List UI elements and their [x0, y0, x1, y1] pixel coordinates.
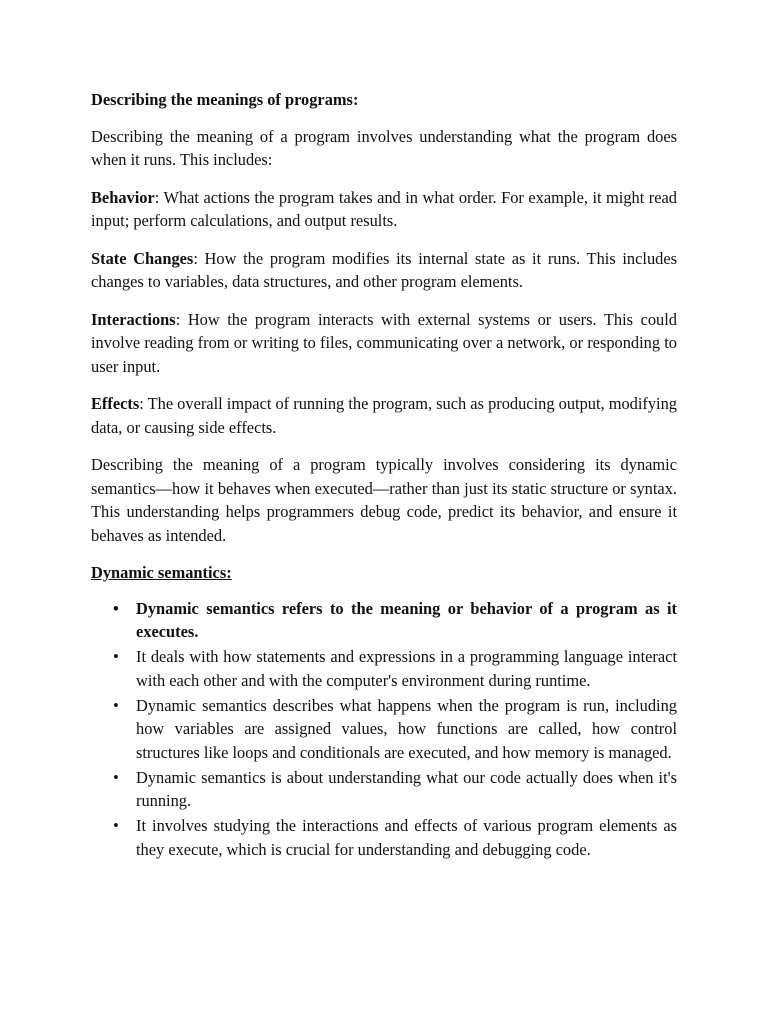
list-item	[91, 814, 677, 861]
intro-paragraph: Describing the meaning of a program involves understanding what the program does when it runs. This includes:	[91, 126, 677, 169]
document-heading: Describing the meanings of programs:	[91, 90, 359, 109]
bullet-icon: •	[113, 767, 119, 787]
item-interactions	[91, 308, 677, 379]
bullet-icon: •	[113, 695, 119, 715]
bullet-icon: •	[113, 647, 119, 666]
list-item	[91, 645, 677, 692]
item-effects	[91, 392, 677, 439]
list-item	[91, 694, 677, 765]
item-text: : What actions the program takes and in what order. For example, it might read input; perform calculations, and output results.	[91, 187, 677, 230]
item-text: : How the program interacts with external systems or users. This could involve reading from or writing to files, communicating over a network, or responding to user input.	[91, 309, 677, 376]
list-item	[91, 766, 677, 813]
item-text: : How the program modifies its internal state as it runs. This includes changes to variables, data structures, and other program elements.	[91, 248, 678, 291]
item-state-changes	[91, 247, 677, 294]
section-heading-dynamic-semantics: Dynamic semantics:	[91, 563, 232, 582]
list-item-text: Dynamic semantics describes what happens when the program is run, including how variables are assigned values, how functions are called, how control structures like loops and conditionals are executed, and how memory is managed.	[136, 695, 677, 762]
item-term: Behavior	[91, 187, 155, 207]
list-item-text: It deals with how statements and expressions in a programming language interact with each other and with the computer's environment during runtime.	[136, 647, 677, 690]
bullet-icon: •	[113, 816, 119, 835]
bullet-icon: •	[113, 598, 119, 618]
list-item-text: Dynamic semantics refers to the meaning or behavior of a program as it executes.	[136, 598, 677, 641]
item-term: State Changes	[91, 248, 194, 268]
item-text: : The overall impact of running the program, such as producing output, modifying data, or causing side effects.	[91, 394, 677, 437]
dynamic-semantics-list	[91, 597, 677, 862]
item-behavior	[91, 186, 677, 233]
summary-paragraph: Describing the meaning of a program typically involves considering its dynamic semantics—how it behaves when executed—rather than just its static structure or syntax. This understanding helps programmers debug code, predict its behavior, and ensure it behaves as intended.	[91, 455, 677, 545]
document-page	[91, 88, 677, 863]
list-item-text: Dynamic semantics is about understanding what our code actually does when it's running.	[136, 767, 677, 810]
item-term: Interactions	[91, 309, 176, 329]
list-item	[91, 597, 677, 644]
list-item-text: It involves studying the interactions and effects of various program elements as they execute, which is crucial for understanding and debugging code.	[136, 816, 677, 859]
item-term: Effects	[91, 394, 140, 413]
